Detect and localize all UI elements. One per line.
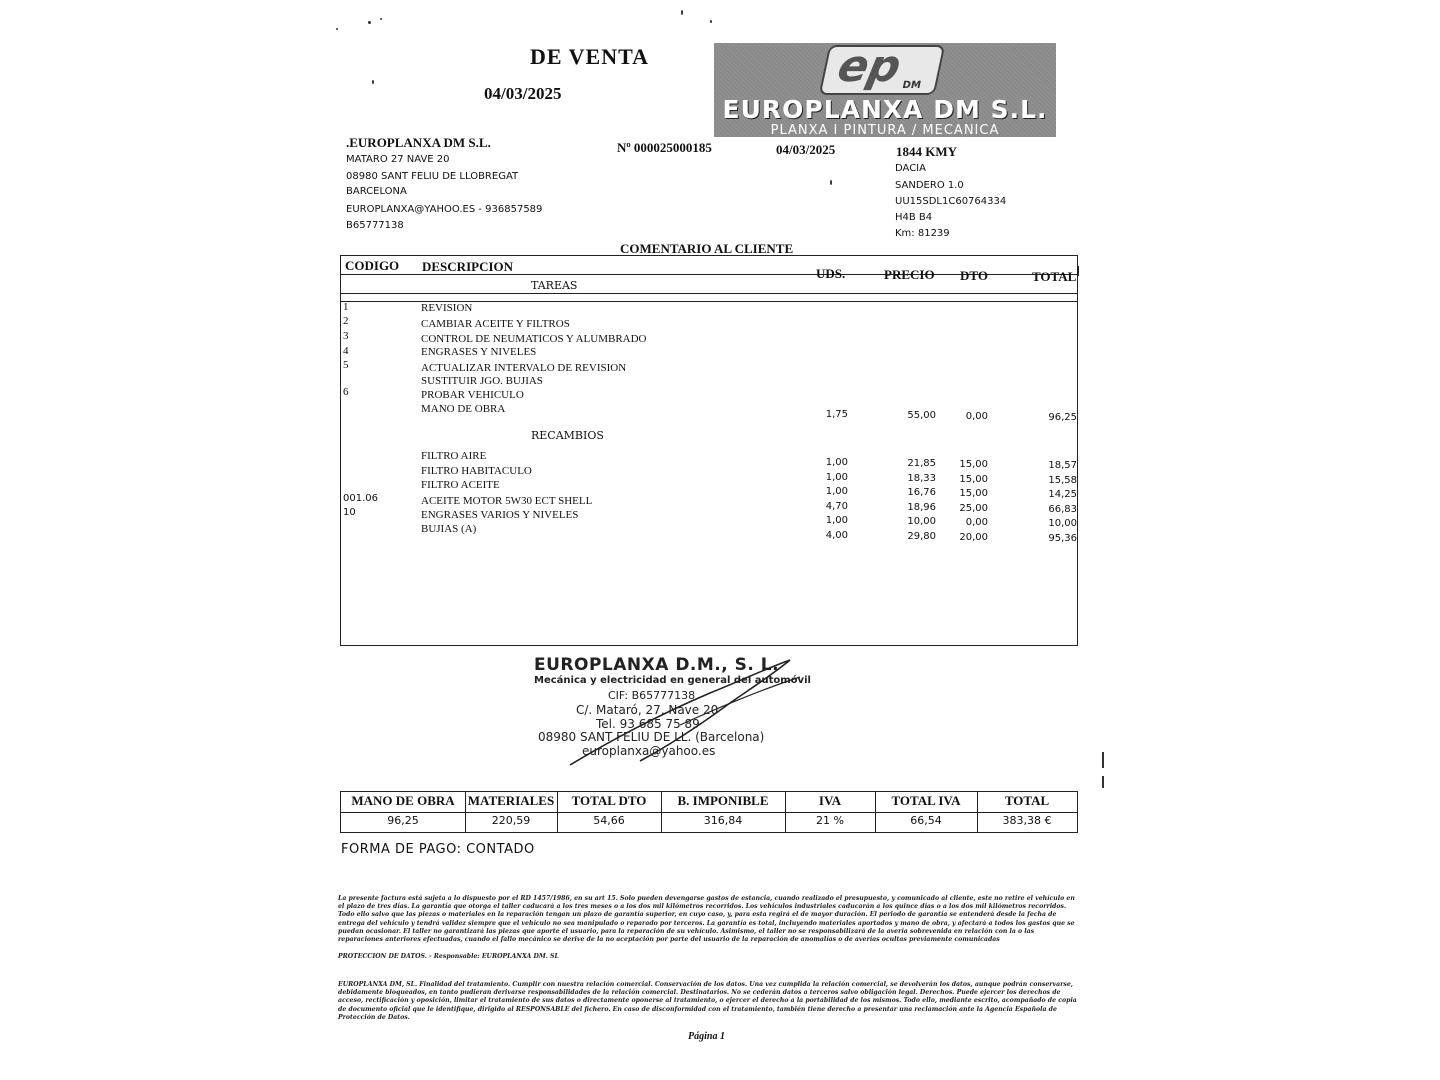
row-description: CAMBIAR ACEITE Y FILTROS bbox=[421, 318, 570, 330]
row-total: 15,58 bbox=[1048, 475, 1077, 486]
row-price: 18,33 bbox=[907, 473, 936, 484]
comment-title: COMENTARIO AL CLIENTE bbox=[620, 241, 794, 256]
scan-speck bbox=[368, 21, 371, 24]
scan-speck bbox=[1102, 776, 1104, 788]
labor-discount: 0,00 bbox=[965, 411, 988, 422]
company-email-phone: EUROPLANXA@YAHOO.ES - 936857589 bbox=[346, 204, 543, 215]
row-code: 001.06 bbox=[343, 493, 378, 504]
invoice-date: 04/03/2025 bbox=[776, 142, 836, 157]
row-code: 4 bbox=[343, 345, 349, 357]
logo-mark-text: ep bbox=[833, 41, 906, 92]
company-address-line: MATARO 27 NAVE 20 bbox=[346, 154, 450, 165]
row-description: REVISION bbox=[421, 302, 473, 314]
col-header-precio: PRECIO bbox=[884, 267, 935, 282]
scan-speck bbox=[336, 28, 338, 30]
totals-col-iva bbox=[785, 792, 876, 832]
vehicle-km: Km: 81239 bbox=[895, 228, 950, 239]
col-header-codigo: CODIGO bbox=[345, 258, 400, 273]
totals-value: 54,66 bbox=[593, 814, 625, 827]
row-total: 10,00 bbox=[1048, 518, 1077, 529]
logo-name: EUROPLANXA DM S.L. bbox=[722, 95, 1048, 124]
row-price: 16,76 bbox=[907, 487, 936, 498]
totals-value: 220,59 bbox=[491, 814, 531, 827]
signature bbox=[560, 655, 820, 770]
row-description: ENGRASES Y NIVELES bbox=[421, 346, 537, 358]
scan-speck bbox=[372, 80, 374, 84]
document-title: DE VENTA bbox=[530, 44, 650, 69]
row-description: PROBAR VEHICULO bbox=[421, 389, 524, 401]
row-total: 95,36 bbox=[1048, 533, 1077, 544]
row-discount: 20,00 bbox=[959, 532, 988, 543]
row-uds: 1,00 bbox=[825, 486, 848, 497]
scan-speck bbox=[380, 18, 382, 20]
section-tareas: TAREAS bbox=[531, 279, 578, 292]
row-code: 10 bbox=[343, 507, 356, 518]
col-header-descripcion: DESCRIPCION bbox=[422, 259, 514, 274]
row-price: 18,96 bbox=[907, 502, 936, 513]
row-total: 66,83 bbox=[1048, 504, 1077, 515]
scan-speck bbox=[1102, 752, 1104, 768]
row-uds: 1,00 bbox=[825, 472, 848, 483]
table-rule bbox=[340, 293, 1078, 294]
totals-table bbox=[340, 791, 1078, 833]
stamp-phone: Tel. 93 685 75 89 bbox=[596, 717, 700, 731]
company-logo bbox=[714, 43, 1056, 137]
row-price: 29,80 bbox=[907, 531, 936, 542]
payment-method: FORMA DE PAGO: CONTADO bbox=[341, 842, 535, 857]
data-protection-text: EUROPLANXA DM, SL. Finalidad del tratamiento. Cumplir con nuestra relación comercial. Conservación de los datos. Una vez cumplida la relación comercial, se devolverán los datos, aunque podrán conservarse, debidamente bloqueados, en tanto pudieran derivarse responsabilidades de la relación comercial. Destinatarios. No se cederán datos a terceros salvo obligación legal. Derechos. Puede ejercer los derechos de acceso, rectificación y oposición, limitar el tratamiento de sus datos o directamente oponerse al tratamiento, o ejercer el derecho a la portabilidad de los mismos. Todo ello, mediante escrito, acompañado de copia de documento oficial que le identifique, dirigido al RESPONSABLE del fichero. En caso de disconformidad con el tratamiento, también tiene derecho a presentar una reclamación ante la Agencia Española de Protección de Datos. bbox=[338, 981, 1077, 1021]
vehicle-model: SANDERO 1.0 bbox=[895, 180, 964, 191]
col-header-dto: DTO bbox=[960, 268, 988, 283]
totals-col-total-dto bbox=[557, 792, 662, 832]
totals-col-b-imponible bbox=[661, 792, 786, 832]
section-recambios: RECAMBIOS bbox=[531, 429, 604, 442]
totals-value: 96,25 bbox=[387, 814, 419, 827]
row-total: 14,25 bbox=[1048, 489, 1077, 500]
totals-header: B. IMPONIBLE bbox=[677, 793, 769, 808]
row-description: SUSTITUIR JGO. BUJIAS bbox=[421, 375, 543, 387]
row-code: 3 bbox=[343, 330, 349, 342]
stamp-city: 08980 SANT FELIU DE LL. (Barcelona) bbox=[538, 730, 765, 744]
document-date: 04/03/2025 bbox=[484, 84, 562, 103]
row-uds: 4,00 bbox=[825, 530, 848, 541]
scan-speck bbox=[710, 20, 712, 23]
stamp-activity: Mecánica y electricidad en general del automóvil bbox=[534, 675, 811, 686]
totals-grand-total: 383,38 € bbox=[1002, 814, 1052, 827]
row-discount: 15,00 bbox=[959, 488, 988, 499]
row-price: 10,00 bbox=[907, 516, 936, 527]
totals-col-total bbox=[977, 792, 1077, 832]
labor-uds: 1,75 bbox=[825, 409, 848, 420]
labor-total: 96,25 bbox=[1048, 412, 1077, 423]
totals-col-total-iva bbox=[875, 792, 978, 832]
company-name: .EUROPLANXA DM S.L. bbox=[346, 135, 491, 150]
stamp-email: europlanxa@yahoo.es bbox=[582, 744, 716, 758]
row-description: MANO DE OBRA bbox=[421, 403, 506, 415]
page-number: Página 1 bbox=[688, 1031, 725, 1042]
totals-header: MATERIALES bbox=[467, 793, 555, 808]
row-discount: 15,00 bbox=[959, 474, 988, 485]
row-uds: 4,70 bbox=[825, 501, 848, 512]
totals-header: TOTAL DTO bbox=[571, 793, 647, 808]
company-address-line: BARCELONA bbox=[346, 186, 407, 197]
vehicle-brand: DACIA bbox=[895, 163, 926, 174]
totals-col-materiales bbox=[465, 792, 558, 832]
row-uds: 1,00 bbox=[825, 515, 848, 526]
stamp-cif: CIF: B65777138 bbox=[608, 689, 696, 702]
vehicle-plate: 1844 KMY bbox=[896, 144, 958, 159]
row-description: FILTRO AIRE bbox=[421, 450, 487, 462]
totals-header: TOTAL bbox=[1004, 793, 1050, 808]
totals-value: 316,84 bbox=[703, 814, 743, 827]
totals-value: 21 % bbox=[816, 814, 844, 827]
row-uds: 1,00 bbox=[825, 457, 848, 468]
totals-value: 66,54 bbox=[910, 814, 942, 827]
col-header-uds: UDS. bbox=[816, 266, 846, 281]
company-cif: B65777138 bbox=[346, 220, 404, 231]
col-header-total: TOTAL bbox=[1032, 269, 1077, 284]
row-description: FILTRO ACEITE bbox=[421, 479, 500, 491]
data-protection-title: PROTECCION DE DATOS. - Responsable: EUROPLANXA DM. SL bbox=[338, 953, 559, 960]
vehicle-vin: UU15SDL1C60764334 bbox=[895, 196, 1007, 207]
table-rule bbox=[1078, 266, 1079, 276]
scan-speck bbox=[830, 180, 832, 185]
row-description: ACTUALIZAR INTERVALO DE REVISION bbox=[421, 362, 627, 374]
row-description: CONTROL DE NEUMATICOS Y ALUMBRADO bbox=[421, 333, 647, 345]
stamp-company-name: EUROPLANXA D.M., S. L. bbox=[534, 655, 780, 675]
row-description: BUJIAS (A) bbox=[421, 523, 477, 535]
company-address-line: 08980 SANT FELIU DE LLOBREGAT bbox=[346, 171, 519, 182]
row-code: 1 bbox=[343, 301, 349, 313]
row-code: 6 bbox=[343, 386, 349, 398]
row-code: 5 bbox=[343, 359, 349, 371]
row-code: 2 bbox=[343, 315, 349, 327]
scan-speck bbox=[681, 10, 683, 15]
row-discount: 0,00 bbox=[965, 517, 988, 528]
invoice-number: Nº 000025000185 bbox=[617, 140, 712, 155]
legal-warranty-text: La presente factura está sujeta a lo dispuesto por el RD 1457/1986, en su art 15. Solo pueden devengarse gastos de estancia, cuando realizado el presupuesto, y comunicado al cliente, este no retire el vehículo en el plazo de tres días. La garantía que otorga el taller caducará a los tres meses o a los dos mil kilómetros recorridos. Los vehículos industriales caducarán a los quince días o a los dos mil kilómetros recorridos. Todo ello salvo que las piezas o materiales en la reparación tengan un plazo de garantía superior, en cuyo caso, y, para esta regirá el de mayor duración. El periodo de garantía se entenderá desde la fecha de entrega del vehículo y tendrá validez siempre que el vehículo no sea manipulado o reparado por terceros. La garantía es total, incluyendo materiales aportados y mano de obra, y afectará a todos los gastos que se puedan ocasionar. El taller no garantizará las piezas que aporte el usuario, para la reparación de su vehículo. Asimismo, el taller no se responsabilizará de la avería sobrevenida en relación con la o las reparaciones anteriores efectuadas, cuando el fallo mecánico se derive de la no aceptación por parte del usuario de la reparación de anomalías o de averías ocultas previamente comunicadas bbox=[338, 895, 1075, 944]
logo-mark bbox=[819, 41, 946, 95]
row-description: ACEITE MOTOR 5W30 ECT SHELL bbox=[421, 495, 593, 507]
totals-header: MANO DE OBRA bbox=[351, 793, 455, 808]
logo-subtitle: PLANXA I PINTURA / MECANICA bbox=[770, 123, 1000, 138]
totals-col-mano-obra bbox=[341, 792, 466, 832]
row-description: ENGRASES VARIOS Y NIVELES bbox=[421, 509, 579, 521]
row-price: 21,85 bbox=[907, 458, 936, 469]
row-discount: 15,00 bbox=[959, 459, 988, 470]
stamp-address: C/. Mataró, 27, Nave 20 bbox=[576, 703, 719, 717]
row-discount: 25,00 bbox=[959, 503, 988, 514]
labor-price: 55,00 bbox=[907, 410, 936, 421]
row-total: 18,57 bbox=[1048, 460, 1077, 471]
logo-mark-small: DM bbox=[901, 80, 922, 91]
totals-header: IVA bbox=[818, 793, 842, 808]
vehicle-engine: H4B B4 bbox=[895, 212, 933, 223]
totals-header: TOTAL IVA bbox=[891, 793, 961, 808]
row-description: FILTRO HABITACULO bbox=[421, 465, 532, 477]
